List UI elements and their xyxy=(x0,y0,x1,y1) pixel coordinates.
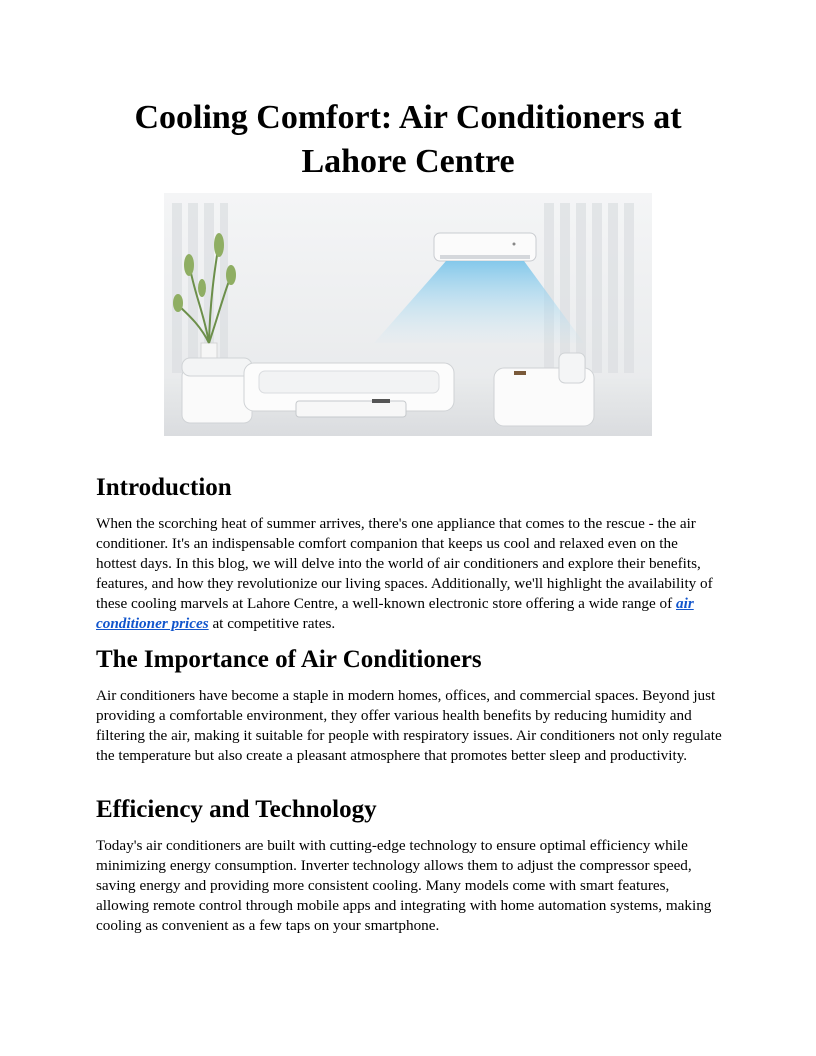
title-line-2: Lahore Centre xyxy=(301,143,515,180)
air-conditioner-prices-link[interactable]: air conditioner prices xyxy=(96,595,694,632)
section-paragraph: Today's air conditioners are built with cutting-edge technology to ensure optimal efficiency while minimizing energy consumption. Inverter technology allows them to adjust the compressor speed, saving energy and providing more consistent cooling. Many models come with smart features, allowing remote control through mobile apps and integrating with home automation systems, making cooling as convenient as a few taps on your smartphone. xyxy=(96,837,712,934)
section-heading: Introduction xyxy=(96,474,232,501)
section-paragraph xyxy=(96,514,722,634)
section-importance xyxy=(96,644,722,766)
title-line-1: Cooling Comfort: Air Conditioners at xyxy=(134,99,682,136)
section-heading: The Importance of Air Conditioners xyxy=(96,646,482,673)
paragraph-text-after-link: at competitive rates. xyxy=(208,615,336,632)
page-title xyxy=(96,96,720,184)
paragraph-text: When the scorching heat of summer arrives, there's one appliance that comes to the rescue - the air conditioner. It's an indispensable comfort companion that keeps us cool and relaxed even on the hottest days. In this blog, we will delve into the world of air conditioners and explore their benefits, features, and how they revolutionize our living spaces. Additionally, we'll highlight the availability of these cooling marvels at Lahore Centre, a well-known electronic store offering a wide range of xyxy=(96,515,713,612)
section-efficiency xyxy=(96,794,722,936)
section-introduction xyxy=(96,472,722,634)
section-paragraph: Air conditioners have become a staple in modern homes, offices, and commercial spaces. Beyond just providing a comfortable environment, they offer various health benefits by reducing humidity and filtering the air, making it suitable for people with respiratory issues. Air conditioners not only regulate the temperature but also create a pleasant atmosphere that promotes better sleep and productivity. xyxy=(96,687,722,764)
hero-image xyxy=(164,193,652,436)
air-conditioner-living-room-photo xyxy=(164,193,652,436)
section-heading: Efficiency and Technology xyxy=(96,796,377,823)
